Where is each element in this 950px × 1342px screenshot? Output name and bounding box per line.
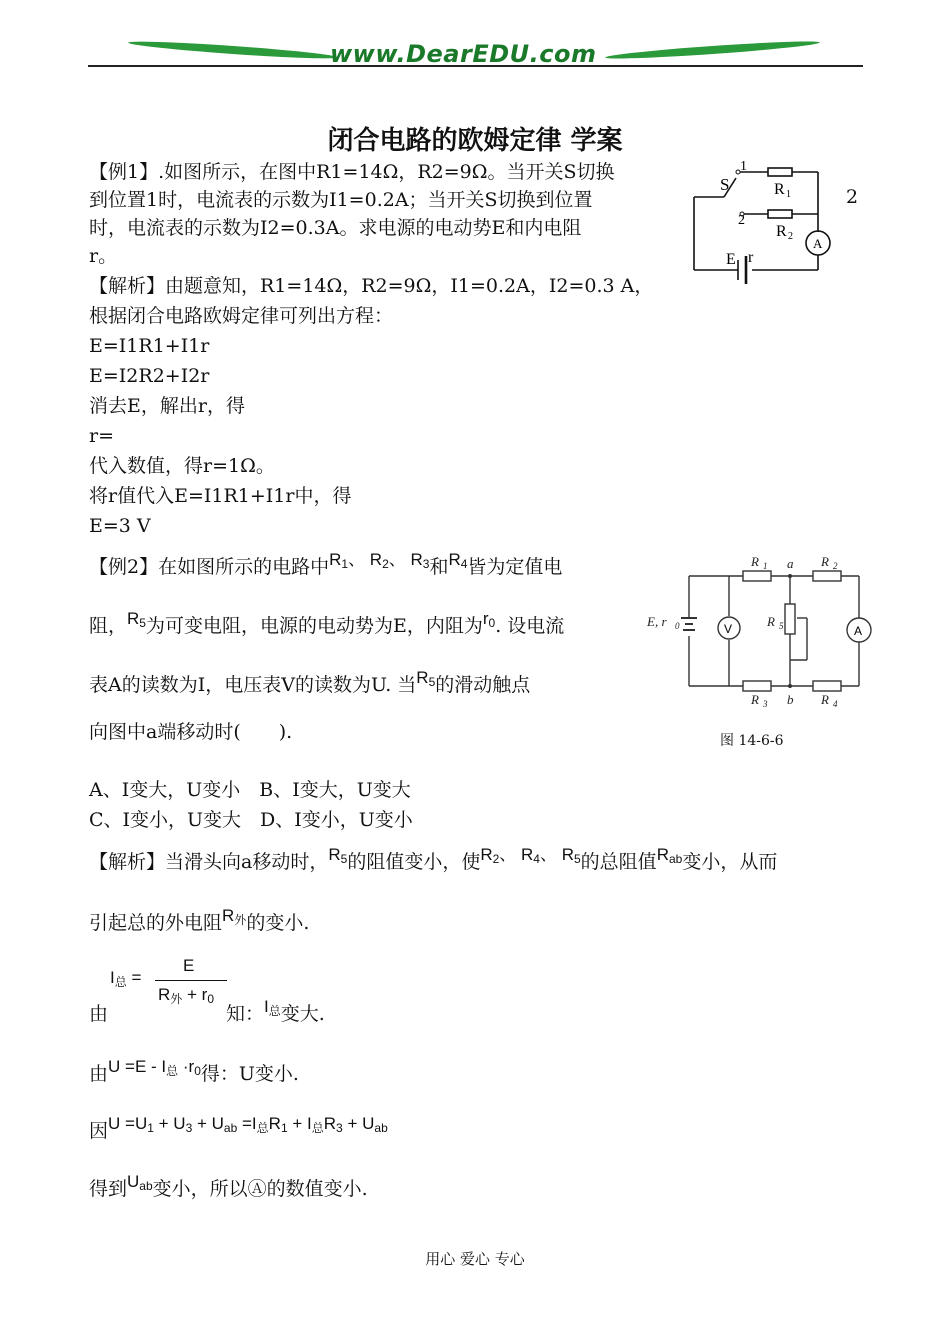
example1-line: 到位置1时，电流表的示数为I1=0.2A；当开关S切换到位置	[89, 189, 593, 211]
svg-text:0: 0	[675, 621, 680, 631]
analysis-line2: 引起总的外电阻$R_外$的变小.	[89, 906, 310, 934]
solution-line: 代入数值，得r=1Ω。	[89, 455, 275, 477]
option-line: A、I变大，U变小 B、I变大，U变大	[89, 779, 411, 801]
solution-line: 【解析】由题意知，R1=14Ω，R2=9Ω，I1=0.2A，I2=0.3 A，	[89, 275, 654, 297]
circuit-figure-1	[690, 152, 840, 287]
analysis-line3: 由 知：$I_总$变大.	[89, 997, 325, 1025]
fig2-r2: R	[821, 554, 829, 569]
node-a: a	[787, 556, 794, 571]
example2-line2: 阻，$R_5$为可变电阻，电源的电动势为E，内阻为$r_0$. 设电流	[89, 609, 565, 637]
solution-line: E=I1R1+I1r	[89, 335, 210, 357]
header-rule	[88, 65, 863, 67]
r1-sub: 1	[786, 189, 791, 200]
solution-line: 根据闭合电路欧姆定律可列出方程：	[89, 305, 394, 327]
svg-text:1: 1	[763, 561, 768, 571]
switch-pos-2: 2	[738, 213, 745, 228]
fraction-bar	[155, 980, 227, 981]
ammeter-label: A	[813, 236, 823, 251]
analysis-line6: 得到$U_{ab}$变小，所以Ⓐ的数值变小.	[89, 1172, 368, 1200]
fig2-r1: R	[751, 554, 759, 569]
svg-text:4: 4	[833, 699, 838, 709]
voltmeter-label: V	[724, 622, 733, 636]
emf-label: E	[726, 251, 736, 268]
site-logo[interactable]: www.DearEDU.com	[330, 40, 597, 68]
fraction-denominator: $R_外 + r_0$	[158, 985, 215, 1006]
fig2-r3: R	[751, 692, 759, 707]
fig2-emf: E, r	[647, 614, 667, 629]
solution-line: r=	[89, 425, 115, 447]
i-total-symbol: $I_总$ =	[110, 968, 142, 989]
ammeter2-label: A	[854, 624, 863, 638]
analysis-line4: 由$U =E - I_总 \cdot r_0$得：U变小.	[89, 1057, 299, 1085]
example1-line: 【例1】.如图所示，在图中R1=14Ω，R2=9Ω。当开关S切换	[89, 161, 615, 183]
figure-caption: 图 14-6-6	[720, 733, 784, 749]
example2-line3: 表A的读数为I，电压表V的读数为U. 当$R_5$的滑动触点	[89, 668, 531, 696]
example1-line: r。	[89, 245, 118, 267]
example1-line: 时，电流表的示数为I2=0.3A。求电源的电动势E和内电阻	[89, 217, 582, 239]
analysis-line1: 【解析】当滑头向a移动时，$R_5$的阻值变小，使$R_2$、 $R_4$、 $R_5$的总阻值$R_{ab}$变小，从而	[89, 845, 778, 873]
circuit-figure-2	[645, 552, 885, 712]
page-title: 闭合电路的欧姆定律 学案	[327, 126, 623, 156]
switch-pos-1: 1	[740, 159, 747, 174]
svg-text:2: 2	[833, 561, 838, 571]
analysis-line5: 因$U =U_1 + U_3 + U_{ab} =I_总R_1 + I_总R_3 + U_{ab}$	[89, 1114, 388, 1142]
r1-label: R	[774, 181, 785, 198]
option-line: C、I变小，U变大 D、I变小，U变小	[89, 809, 413, 831]
node-b: b	[787, 692, 794, 707]
header-leaf-right	[605, 39, 820, 62]
fraction-numerator: E	[183, 956, 195, 975]
internal-r-label: r	[748, 249, 754, 266]
svg-text:5: 5	[779, 621, 784, 631]
example2-line4: 向图中a端移动时( ).	[89, 721, 293, 743]
fig2-r5: R	[767, 614, 775, 629]
footer-text: 用心 爱心 专心	[425, 1250, 525, 1268]
side-number: 2	[846, 186, 859, 208]
r2-label: R	[776, 223, 787, 240]
r2-sub: 2	[788, 231, 793, 242]
fig2-r4: R	[821, 692, 829, 707]
solution-line: 将r值代入E=I1R1+I1r中，得	[89, 485, 352, 507]
solution-line: E=I2R2+I2r	[89, 365, 210, 387]
example2-line1: 【例2】在如图所示的电路中$R_1$、 $R_2$、 $R_3$和$R_4$皆为定值电	[89, 550, 563, 578]
solution-line: E=3 V	[89, 515, 151, 537]
svg-text:3: 3	[763, 699, 768, 709]
switch-label: S	[720, 175, 730, 194]
solution-line: 消去E，解出r，得	[89, 395, 245, 417]
header-leaf-left	[128, 39, 338, 62]
